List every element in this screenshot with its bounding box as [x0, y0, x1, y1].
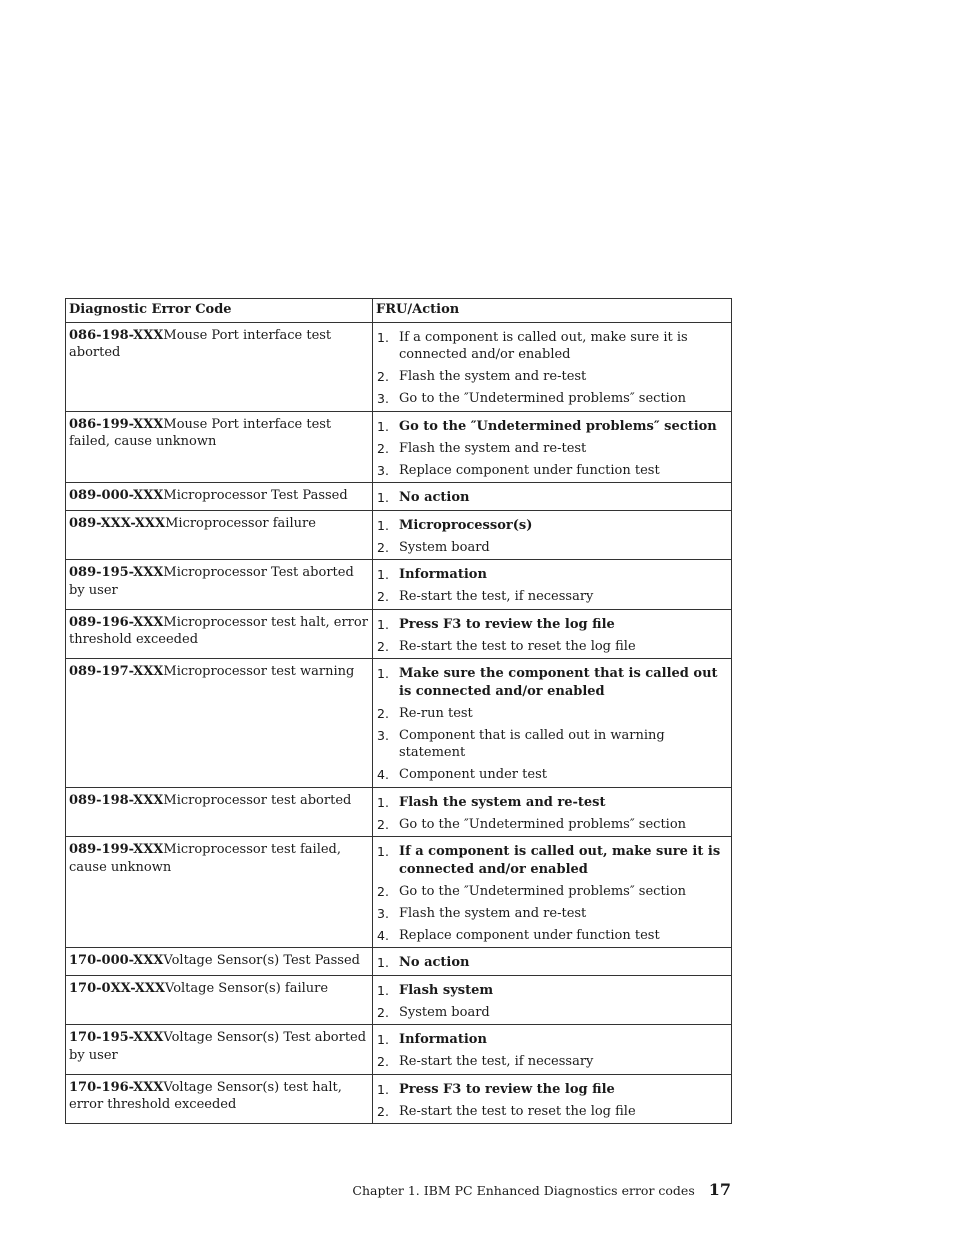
error-description: Microprocessor Test Passed [163, 488, 348, 503]
error-code-cell [66, 948, 373, 976]
error-code-cell [66, 975, 373, 1025]
table-row [66, 837, 732, 948]
action-text: Information [399, 1032, 487, 1047]
fru-action-cell [373, 659, 732, 788]
error-code: 089-198-XXX [69, 792, 164, 808]
action-list [377, 517, 727, 557]
action-item [377, 616, 727, 634]
action-number: 2. [377, 883, 389, 899]
action-text: Information [399, 567, 487, 582]
error-code: 089-195-XXX [69, 565, 164, 580]
action-text: Re-start the test, if necessary [399, 1054, 594, 1069]
fru-action-cell [373, 837, 732, 948]
action-number: 4. [377, 767, 389, 782]
action-number: 2. [377, 589, 389, 604]
error-code-cell [66, 1025, 373, 1075]
action-number: 2. [377, 539, 389, 555]
action-item [377, 1103, 727, 1121]
page-footer [352, 1180, 731, 1199]
action-item [377, 517, 727, 535]
action-number: 3. [377, 391, 389, 406]
action-text: Flash system [399, 982, 494, 998]
column-header-code: Diagnostic Error Code [66, 299, 373, 323]
table-row [66, 560, 732, 610]
error-code: 170-0XX-XXX [69, 980, 165, 996]
action-item [377, 566, 727, 584]
fru-action-cell [373, 1074, 732, 1124]
fru-action-cell [373, 948, 732, 976]
action-text: Make sure the component that is called out is connected and/or enabled [399, 666, 718, 699]
action-number: 1. [377, 844, 389, 859]
action-list [377, 665, 727, 784]
action-item [377, 843, 727, 878]
action-number: 1. [377, 1081, 389, 1097]
action-list [377, 1081, 727, 1121]
error-description: Mouse Port interface test failed, cause unknown [69, 416, 332, 449]
action-number: 1. [377, 517, 389, 533]
error-code-cell [66, 510, 373, 560]
action-number: 1. [377, 666, 389, 681]
action-item [377, 816, 727, 834]
action-number: 1. [377, 567, 389, 582]
action-number: 1. [377, 794, 389, 810]
error-description: Voltage Sensor(s) Test aborted by user [69, 1030, 367, 1063]
page-number: 17 [708, 1180, 731, 1199]
error-code-cell [66, 322, 373, 411]
action-number: 2. [377, 1004, 389, 1020]
error-code: 086-198-XXX [69, 327, 164, 343]
action-text: Replace component under function test [399, 927, 660, 943]
table-row [66, 787, 732, 837]
table-row [66, 975, 732, 1025]
table-row [66, 609, 732, 659]
fru-action-cell [373, 975, 732, 1025]
action-item [377, 727, 727, 762]
error-description: Voltage Sensor(s) failure [165, 980, 329, 996]
action-list [377, 1031, 727, 1071]
fru-action-cell [373, 609, 732, 659]
action-number: 1. [377, 982, 389, 998]
action-text: Go to the ″Undetermined problems″ section [399, 816, 687, 832]
action-number: 2. [377, 1054, 389, 1069]
action-list [377, 489, 727, 507]
action-item [377, 1004, 727, 1022]
action-number: 3. [377, 905, 389, 921]
error-description: Microprocessor test warning [163, 664, 355, 679]
action-text: Press F3 to review the log file [399, 616, 615, 632]
action-item [377, 794, 727, 812]
fru-action-cell [373, 411, 732, 483]
action-item [377, 638, 727, 656]
action-text: System board [399, 539, 490, 555]
table-row [66, 411, 732, 483]
error-code-cell [66, 560, 373, 610]
action-text: Flash the system and re-test [399, 794, 606, 810]
action-item [377, 766, 727, 784]
error-description: Voltage Sensor(s) Test Passed [163, 953, 360, 968]
error-description: Microprocessor test aborted [163, 792, 352, 808]
fru-action-cell [373, 322, 732, 411]
action-number: 1. [377, 1032, 389, 1047]
table-row [66, 322, 732, 411]
error-code-cell [66, 787, 373, 837]
action-item [377, 390, 727, 408]
error-code: 089-196-XXX [69, 614, 164, 630]
action-item [377, 489, 727, 507]
action-list [377, 329, 727, 408]
action-item [377, 368, 727, 386]
error-code: 086-199-XXX [69, 416, 164, 432]
error-description: Microprocessor Test aborted by user [69, 565, 354, 598]
action-text: Component that is called out in warning statement [399, 727, 665, 760]
action-text: Re-start the test to reset the log file [399, 1103, 636, 1119]
action-item [377, 905, 727, 923]
diagnostic-error-table [65, 298, 732, 1124]
action-item [377, 954, 727, 972]
fru-action-cell [373, 1025, 732, 1075]
action-list [377, 843, 727, 944]
action-item [377, 440, 727, 458]
fru-action-cell [373, 510, 732, 560]
action-list [377, 954, 727, 972]
action-text: Re-run test [399, 705, 473, 721]
action-text: Go to the ″Undetermined problems″ section [399, 391, 687, 406]
action-item [377, 927, 727, 945]
error-code-cell [66, 609, 373, 659]
action-text: Re-start the test, if necessary [399, 589, 594, 604]
action-text: If a component is called out, make sure it is connected and/or enabled [399, 844, 721, 877]
error-description: Microprocessor failure [165, 515, 316, 531]
error-code-cell [66, 411, 373, 483]
fru-action-cell [373, 560, 732, 610]
action-text: No action [399, 955, 470, 970]
action-item [377, 539, 727, 557]
action-item [377, 462, 727, 480]
table-row [66, 1025, 732, 1075]
error-code: 170-195-XXX [69, 1030, 164, 1045]
error-code: 089-197-XXX [69, 664, 164, 679]
action-item [377, 665, 727, 700]
error-code-cell [66, 1074, 373, 1124]
action-text: Press F3 to review the log file [399, 1081, 615, 1097]
action-item [377, 588, 727, 606]
action-list [377, 982, 727, 1022]
error-code-cell [66, 659, 373, 788]
error-code-cell [66, 483, 373, 511]
action-number: 4. [377, 927, 389, 943]
action-number: 3. [377, 462, 389, 478]
error-code: 170-196-XXX [69, 1079, 164, 1095]
error-description: Voltage Sensor(s) test halt, error threshold exceeded [69, 1079, 342, 1112]
error-code: 170-000-XXX [69, 953, 164, 968]
action-item [377, 1053, 727, 1071]
action-text: Go to the ″Undetermined problems″ section [399, 418, 717, 434]
action-list [377, 566, 727, 606]
action-item [377, 329, 727, 364]
action-text: Flash the system and re-test [399, 369, 587, 384]
action-item [377, 883, 727, 901]
action-number: 2. [377, 638, 389, 654]
action-text: Go to the ″Undetermined problems″ section [399, 883, 687, 899]
action-text: If a component is called out, make sure it is connected and/or enabled [399, 329, 688, 362]
column-header-action: FRU/Action [373, 299, 732, 323]
action-number: 2. [377, 369, 389, 384]
error-description: Microprocessor test failed, cause unknown [69, 842, 342, 875]
action-number: 2. [377, 440, 389, 456]
table-row [66, 948, 732, 976]
action-item [377, 418, 727, 436]
error-code-cell [66, 837, 373, 948]
error-description: Mouse Port interface test aborted [69, 327, 332, 360]
action-number: 1. [377, 329, 389, 345]
action-number: 2. [377, 816, 389, 832]
action-item [377, 1081, 727, 1099]
action-number: 2. [377, 1103, 389, 1119]
action-item [377, 1031, 727, 1049]
action-number: 1. [377, 955, 389, 970]
action-number: 1. [377, 418, 389, 434]
action-text: Component under test [399, 767, 547, 782]
fru-action-cell [373, 787, 732, 837]
table-row [66, 659, 732, 788]
action-text: System board [399, 1004, 490, 1020]
fru-action-cell [373, 483, 732, 511]
action-number: 1. [377, 490, 389, 505]
action-item [377, 982, 727, 1000]
error-code: 089-000-XXX [69, 488, 164, 503]
table-body [66, 322, 732, 1124]
table-row [66, 483, 732, 511]
error-code: 089-199-XXX [69, 842, 164, 857]
chapter-title: Chapter 1. IBM PC Enhanced Diagnostics error codes [352, 1183, 695, 1198]
action-item [377, 705, 727, 723]
action-text: No action [399, 490, 470, 505]
action-number: 2. [377, 705, 389, 721]
action-text: Flash the system and re-test [399, 905, 587, 921]
error-description: Microprocessor test halt, error threshold exceeded [69, 614, 368, 647]
table-row [66, 510, 732, 560]
action-text: Replace component under function test [399, 462, 660, 478]
action-number: 3. [377, 727, 389, 743]
action-list [377, 794, 727, 834]
action-text: Re-start the test to reset the log file [399, 638, 636, 654]
action-list [377, 616, 727, 656]
action-text: Flash the system and re-test [399, 440, 587, 456]
error-code: 089-XXX-XXX [69, 515, 166, 531]
action-text: Microprocessor(s) [399, 517, 533, 533]
action-list [377, 418, 727, 480]
table-row [66, 1074, 732, 1124]
table-header-row [66, 299, 732, 323]
action-number: 1. [377, 616, 389, 632]
